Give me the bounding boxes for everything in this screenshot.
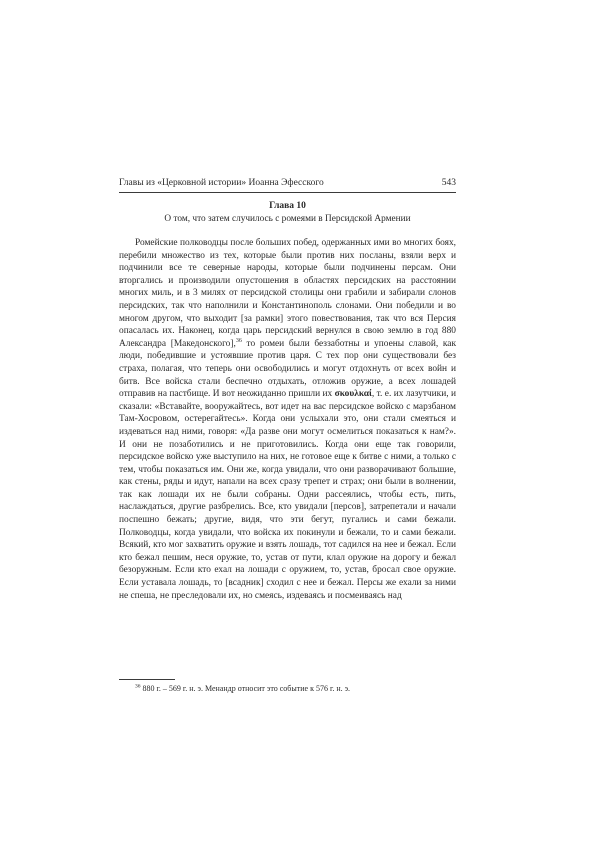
paragraph-text-part3: , т. е. их лазутчики, и сказали: «Вставайте, вооружайтесь, вот идет на вас персидское войско с марзбаном Там-Хосровом, остерегайтесь». Когда они услыхали это, они стали смеяться и издеваться над ними, говоря: «Да разве они могут осмелиться показаться к нам?». И они не позаботились и не приготовились. Когда они еще так говорили, персидское войско уже выступило на них, не готовое еще к битве с ними, а только с тем, чтобы показаться им. Они же, когда увидали, что они разворачивают большие, как стены, ряды и идут, напали на всех сразу трепет и страх; они были в волнении, так как лошади их не были собраны. Одни рассеялись, чтобы есть, пить, наслаждаться, другие разбрелись. Все, кто увидали [персов], затрепетали и начали поспешно бежать; другие, видя, что эти бегут, пугались и сами бежали. Полководцы, когда увидали, что войска их покинули и бежали, то и сами бежали. Всякий, кто мог захватить оружие и взять лошадь, тот садился на нее и бежал. Если кто бежал пешим, неся оружие, то, устав от пути, клал оружие на дорогу и бежал безоружным. Если кто ехал на лошади с оружием, то, устав, бросал свое оружие. Если уставала лошадь, то [всадник] сходил с нее и бежал. Персы же ехали за ними не спеша, не преследовали их, но смеясь, издеваясь и посмеиваясь над xyxy=(119,389,456,601)
page-number: 543 xyxy=(441,178,456,188)
paragraph-text-part1: Ромейские полководцы после больших побед, одержанных ими во многих боях, перебили множество из тех, которые были против них посланы, взяли верх и подчинили все те северные народы, которые были подчинены персам. Они вторгались и производили опустошения в областях персидских на расстоянии многих миль, и в 3 милях от персидской столицы они грабили и забирали слонов персидских, так что наполнили и Константинополь слонами. Они победили и во многом другом, что выходит [за рамки] этого повествования, так что вся Персия опасалась их. Наконец, когда царь персидский вернулся в свою землю в год 880 Александра [Македонского], xyxy=(119,238,456,349)
greek-term: σκουλκαί xyxy=(334,389,372,400)
footnote-reference: 36 xyxy=(235,337,242,344)
paragraph xyxy=(119,237,456,602)
running-head-title: Главы из «Церковной истории» Иоанна Эфесского xyxy=(119,178,324,188)
chapter-title: Глава 10 xyxy=(269,201,306,211)
footnote-mark: 36 xyxy=(135,683,141,690)
running-head xyxy=(119,176,456,190)
header-rule xyxy=(119,192,456,193)
footnote-text: 880 г. – 569 г. н. э. Менандр относит это событие к 576 г. н. э. xyxy=(140,684,351,693)
footnote-rule xyxy=(119,679,175,680)
footnote xyxy=(119,683,456,694)
body-text xyxy=(119,237,456,602)
chapter-subtitle: О том, что затем случилось с ромеями в Персидской Армении xyxy=(164,214,411,224)
paragraph-text-part2: то ромеи были беззаботны и упоены славой, как люди, победившие и устоявшие против царя. С тех пор они существовали без страха, полагая, что теперь они освободились и могут отдохнуть от всех войн и битв. Все войска стали беспечно отдыхать, отложив оружие, а всех лошадей отправив на пастбище. И вот неожиданно пришли их xyxy=(119,338,456,400)
